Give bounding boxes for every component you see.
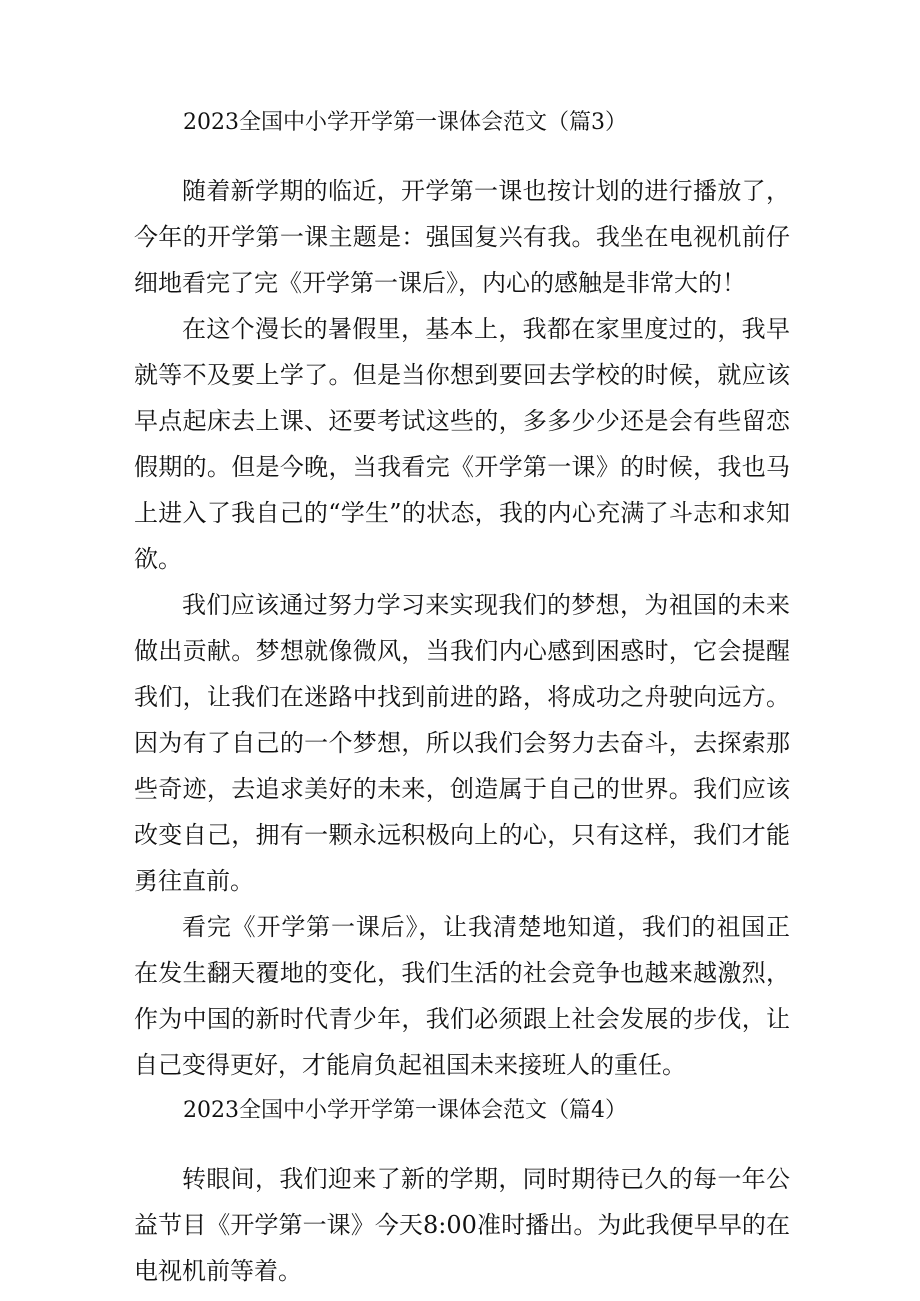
document-body [134,106,790,1294]
paragraph: 在这个漫长的暑假里，基本上，我都在家里度过的，我早就等不及要上学了。但是当你想到要回去学校的时候，就应该早点起床去上课、还要考试这些的，多多少少还是会有些留恋假期的。但是今晚，当我看完《开学第一课》的时候，我也马上进入了我自己的“学生”的状态，我的内心充满了斗志和求知欲。 [134,315,790,573]
paragraph: 转眼间，我们迎来了新的学期，同时期待已久的每一年公益节目《开学第一课》今天8:00准时播出。为此我便早早的在电视机前等着。 [134,1165,790,1285]
spacer [134,140,790,168]
spacer [134,1128,790,1156]
paragraph: 随着新学期的临近，开学第一课也按计划的进行播放了，今年的开学第一课主题是：强国复兴有我。我坐在电视机前仔细地看完了完《开学第一课后》，内心的感触是非常大的！ [134,177,790,297]
paragraph: 看完《开学第一课后》，让我清楚地知道，我们的祖国正在发生翻天覆地的变化，我们生活的社会竞争也越来越激烈，作为中国的新时代青少年，我们必须跟上社会发展的步伐，让自己变得更好，才能肩负起祖国未来接班人的重任。 [134,913,790,1079]
section-heading: 2023全国中小学开学第一课体会范文（篇4） [183,1098,627,1123]
section-heading: 2023全国中小学开学第一课体会范文（篇3） [183,110,627,135]
paragraph: 我们应该通过努力学习来实现我们的梦想，为祖国的未来做出贡献。梦想就像微风，当我们内心感到困惑时，它会提醒我们，让我们在迷路中找到前进的路，将成功之舟驶向远方。因为有了自己的一个梦想，所以我们会努力去奋斗，去探索那些奇迹，去追求美好的未来，创造属于自己的世界。我们应该改变自己，拥有一颗永远积极向上的心，只有这样，我们才能勇往直前。 [134,591,790,895]
